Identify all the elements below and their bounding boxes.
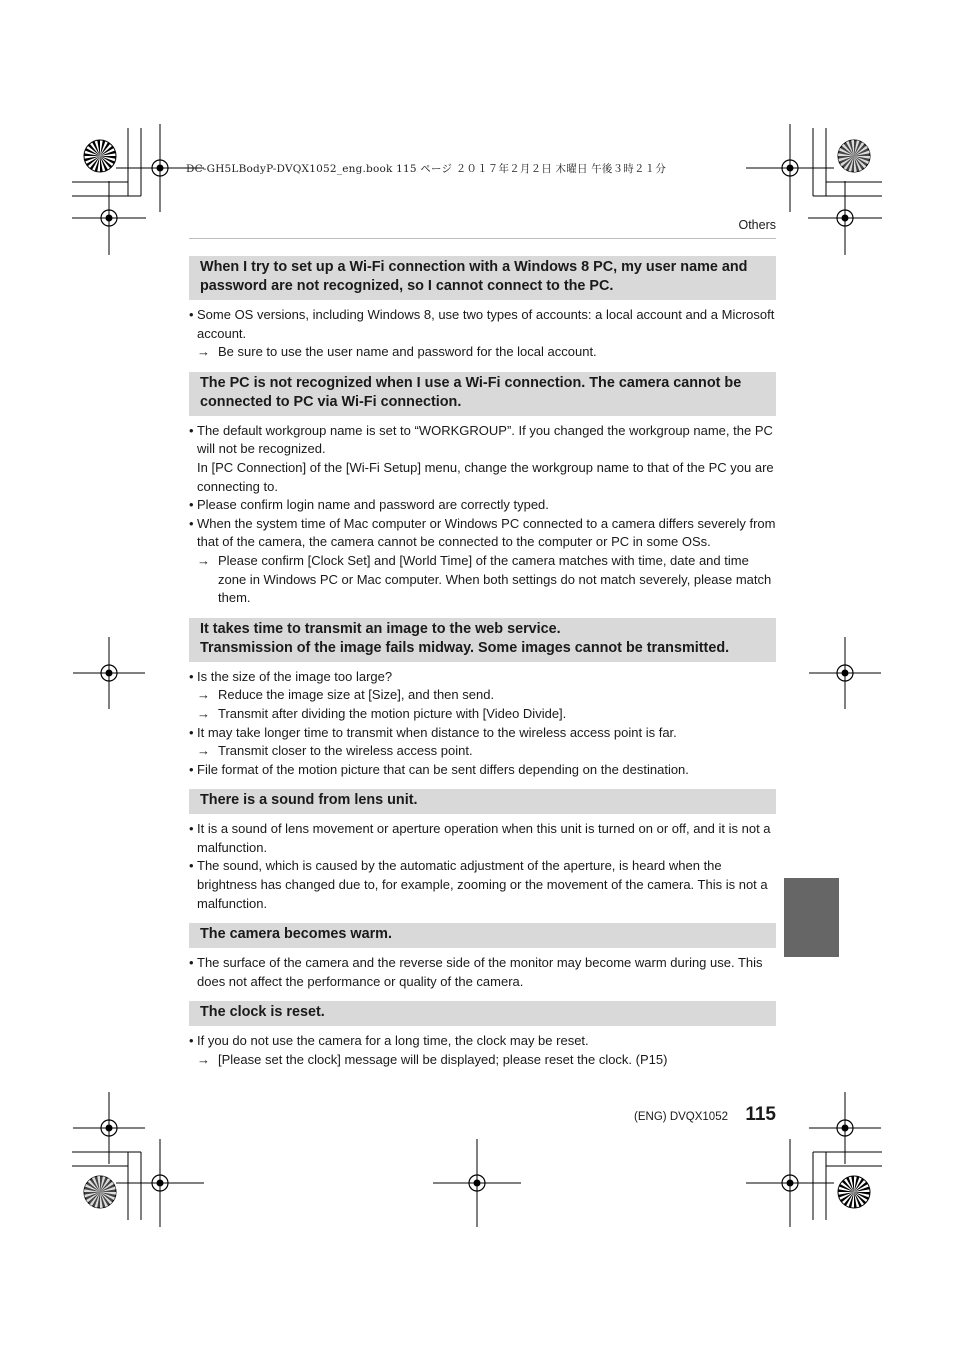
answer-item	[189, 857, 776, 913]
qa-section	[189, 1001, 776, 1069]
bullet-icon: •	[189, 761, 194, 777]
registration-dot	[787, 1180, 794, 1187]
registration-dot	[787, 165, 794, 172]
answer-subitem-text: Transmit closer to the wireless access point.	[218, 743, 473, 759]
answer-text: Some OS versions, including Windows 8, use two types of accounts: a local account and a Microsoft account.	[197, 307, 775, 341]
arrow-right-icon: →	[197, 705, 210, 721]
answer-list	[189, 668, 776, 780]
answer-subitem-text: Reduce the image size at [Size], and then send.	[218, 687, 495, 703]
answer-extra-text: In [PC Connection] of the [Wi-Fi Setup] menu, change the workgroup name to that of the PC you are connecting to.	[197, 459, 774, 494]
answer-text: The default workgroup name is set to “WORKGROUP”. If you changed the workgroup name, the PC will not be recognized.	[197, 422, 773, 457]
answer-subitem	[189, 1051, 776, 1070]
answer-item	[189, 668, 776, 687]
bullet-icon: •	[189, 422, 194, 438]
answer-subitem	[189, 552, 776, 608]
registration-dot	[842, 670, 849, 677]
answer-list	[189, 820, 776, 913]
registration-dot	[106, 670, 113, 677]
answer-list	[189, 422, 776, 608]
registration-dot	[157, 1180, 164, 1187]
question-heading-text: It takes time to transmit an image to the web service.	[200, 620, 561, 637]
answer-subitem	[189, 742, 776, 761]
side-tab	[784, 878, 839, 957]
arrow-right-icon: →	[197, 687, 210, 703]
answer-text: If you do not use the camera for a long time, the clock may be reset.	[197, 1033, 589, 1049]
registration-dot	[842, 215, 849, 222]
qa-section	[189, 372, 776, 608]
question-heading-text: The camera becomes warm.	[200, 926, 392, 943]
footer-code: (ENG) DVQX1052	[634, 1111, 728, 1123]
answer-text: Is the size of the image too large?	[197, 668, 393, 684]
answer-subitem-text: Transmit after dividing the motion picture with [Video Divide].	[218, 705, 567, 721]
answer-item	[189, 306, 776, 343]
question-heading	[189, 923, 776, 948]
registration-dot	[474, 1180, 481, 1187]
bullet-icon: •	[189, 821, 194, 837]
bullet-icon: •	[189, 515, 194, 531]
question-heading	[189, 1001, 776, 1026]
answer-subitem	[189, 343, 776, 362]
answer-list	[189, 1032, 776, 1069]
answer-text: Please confirm login name and password are correctly typed.	[197, 497, 549, 513]
arrow-right-icon: →	[197, 552, 210, 568]
answer-list	[189, 954, 776, 991]
qa-section	[189, 789, 776, 913]
section-label: Others	[738, 218, 776, 232]
registration-dot	[106, 215, 113, 222]
answer-item	[189, 496, 776, 515]
arrow-right-icon: →	[197, 344, 210, 360]
qa-section	[189, 256, 776, 362]
answer-text: It is a sound of lens movement or aperture operation when this unit is turned on or off, and it is not a malfunction.	[197, 821, 771, 855]
answer-item	[189, 422, 776, 496]
answer-item	[189, 954, 776, 991]
arrow-right-icon: →	[197, 743, 210, 759]
answer-text: The surface of the camera and the reverse side of the monitor may become warm during use. This does not affect the performance or quality of the camera.	[197, 955, 763, 989]
question-heading-text: When I try to set up a Wi-Fi connection with a Windows 8 PC, my user name and password are not recognized, so I cannot connect to the PC.	[200, 259, 748, 294]
print-header: DC-GH5LBodyP-DVQX1052_eng.book 115 ページ ２０１７年２月２日 木曜日 午後３時２１分	[186, 163, 667, 175]
answer-subitem	[189, 705, 776, 724]
answer-text: It may take longer time to transmit when distance to the wireless access point is far.	[197, 724, 677, 740]
question-heading	[189, 789, 776, 814]
bullet-icon: •	[189, 955, 194, 971]
page-number: 115	[745, 1104, 776, 1125]
question-heading-text: The clock is reset.	[200, 1004, 325, 1021]
question-heading-text: The PC is not recognized when I use a Wi-Fi connection. The camera cannot be connected to PC via Wi-Fi connection.	[200, 374, 742, 410]
qa-section	[189, 618, 776, 780]
answer-subitem-text: [Please set the clock] message will be displayed; please reset the clock. (P15)	[218, 1052, 668, 1068]
bullet-icon: •	[189, 1033, 194, 1049]
question-heading-text: Transmission of the image fails midway. Some images cannot be transmitted.	[200, 639, 730, 656]
question-heading-text: There is a sound from lens unit.	[200, 792, 418, 809]
answer-item	[189, 515, 776, 552]
arrow-right-icon: →	[197, 1052, 210, 1068]
question-heading	[189, 256, 776, 300]
bullet-icon: •	[189, 497, 194, 513]
bullet-icon: •	[189, 307, 194, 322]
qa-section	[189, 923, 776, 991]
registration-dot	[842, 1125, 849, 1132]
answer-item	[189, 820, 776, 857]
answer-text: When the system time of Mac computer or Windows PC connected to a camera differs severely from that of the camera, the camera cannot be connected to the computer or PC in some OSs.	[197, 515, 776, 550]
top-rule	[189, 238, 776, 239]
answer-item	[189, 1032, 776, 1051]
registration-dot	[157, 165, 164, 172]
question-heading	[189, 618, 776, 662]
answer-text: The sound, which is caused by the automatic adjustment of the aperture, is heard when the brightness has changed due to, for example, zooming or the movement of the camera. This is not a malfunction.	[197, 858, 768, 911]
registration-dot	[106, 1125, 113, 1132]
bullet-icon: •	[189, 858, 194, 874]
answer-subitem	[189, 686, 776, 705]
bullet-icon: •	[189, 668, 194, 684]
content	[189, 256, 776, 1080]
answer-item	[189, 724, 776, 743]
answer-text: File format of the motion picture that can be sent differs depending on the destination.	[197, 761, 689, 777]
bullet-icon: •	[189, 724, 194, 740]
answer-item	[189, 761, 776, 780]
answer-subitem-text: Be sure to use the user name and password for the local account.	[218, 344, 597, 360]
question-heading	[189, 372, 776, 416]
answer-subitem-text: Please confirm [Clock Set] and [World Time] of the camera matches with time, date and time zone in Windows PC or Mac computer. When both settings do not match severely, please match them.	[218, 552, 772, 606]
answer-list	[189, 306, 776, 362]
